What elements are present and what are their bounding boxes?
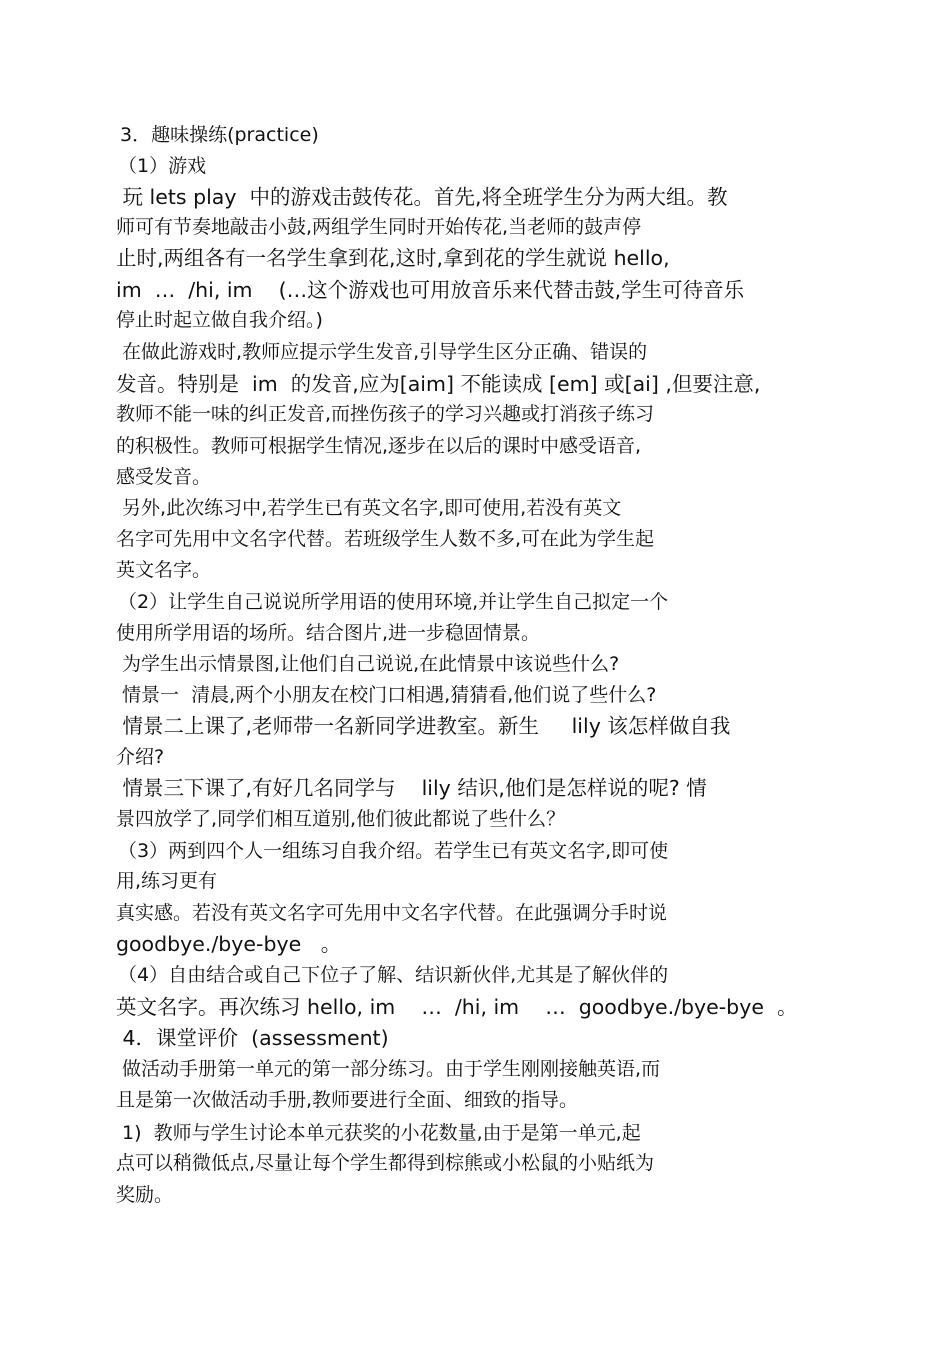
text-line: 英文名字。再次练习 hello, im … /hi, im … goodbye./bye-bye 。 xyxy=(116,995,798,1019)
text-line: 停止时起立做自我介绍。) xyxy=(116,309,323,331)
text-line: im … /hi, im (…这个游戏也可用放音乐来代替击鼓,学生可待音乐 xyxy=(116,278,745,302)
text-line: 情景三下课了,有好几名同学与 lily 结识,他们是怎样说的呢? 情 xyxy=(116,776,707,800)
text-line: 止时,两组各有一名学生拿到花,这时,拿到花的学生就说 hello, xyxy=(116,246,670,270)
text-line: 情景二上课了,老师带一名新同学进教室。新生 lily 该怎样做自我 xyxy=(116,714,731,738)
text-line: 教师不能一味的纠正发音,而挫伤孩子的学习兴趣或打消孩子练习 xyxy=(116,403,655,425)
subheading-new-friends: （4）自由结合或自己下位子了解、结识新伙伴,尤其是了解伙伴的 xyxy=(118,964,669,986)
text-line: 使用所学用语的场所。结合图片,进一步稳固情景。 xyxy=(116,622,541,644)
subheading-self-intro: （3）两到四个人一组练习自我介绍。若学生已有英文名字,即可使 xyxy=(118,840,669,862)
text-line: 景四放学了,同学们相互道别,他们彼此都说了些什么？ xyxy=(116,808,566,830)
subheading-game: （1）游戏 xyxy=(118,155,207,177)
text-line: 用,练习更有 xyxy=(116,870,218,892)
text-line: 的积极性。教师可根据学生情况,逐步在以后的课时中感受语音, xyxy=(116,435,642,457)
text-line: 奖励。 xyxy=(116,1184,174,1206)
text-line: 玩 lets play 中的游戏击鼓传花。首先,将全班学生分为两大组。教 xyxy=(116,185,728,209)
text-line: 情景一 清晨,两个小朋友在校门口相遇,猜猜看,他们说了些什么? xyxy=(116,684,657,706)
text-line: 1) 教师与学生讨论本单元获奖的小花数量,由于是第一单元,起 xyxy=(116,1122,641,1144)
text-line: 感受发音。 xyxy=(116,466,212,488)
text-line: goodbye./bye-bye 。 xyxy=(116,932,342,956)
text-line: 做活动手册第一单元的第一部分练习。由于学生刚刚接触英语,而 xyxy=(116,1058,661,1080)
text-line: 为学生出示情景图,让他们自己说说,在此情景中该说些什么? xyxy=(116,653,620,675)
text-line: 英文名字。 xyxy=(116,559,212,581)
text-line: 点可以稍微低点,尽量让每个学生都得到棕熊或小松鼠的小贴纸为 xyxy=(116,1152,655,1174)
text-line: 发音。特别是 im 的发音,应为[aim] 不能读成 [em] 或[ai] ,但要注意, xyxy=(116,372,761,396)
text-line: 介绍? xyxy=(116,746,165,768)
text-line: 名字可先用中文名字代替。若班级学生人数不多,可在此为学生起 xyxy=(116,528,655,550)
text-line: 师可有节奏地敲击小鼓,两组学生同时开始传花,当老师的鼓声停 xyxy=(116,216,642,238)
section-heading-assessment: 4．课堂评价 (assessment) xyxy=(116,1026,389,1050)
text-line: 真实感。若没有英文名字可先用中文名字代替。在此强调分手时说 xyxy=(116,902,668,924)
subheading-scenario: （2）让学生自己说说所学用语的使用环境,并让学生自己拟定一个 xyxy=(118,591,669,613)
text-line: 另外,此次练习中,若学生已有英文名字,即可使用,若没有英文 xyxy=(116,497,622,519)
text-line: 在做此游戏时,教师应提示学生发音,引导学生区分正确、错误的 xyxy=(116,341,648,363)
text-line: 且是第一次做活动手册,教师要进行全面、细致的指导。 xyxy=(116,1089,579,1111)
section-heading-practice: 3．趣味操练(practice) xyxy=(120,124,319,146)
